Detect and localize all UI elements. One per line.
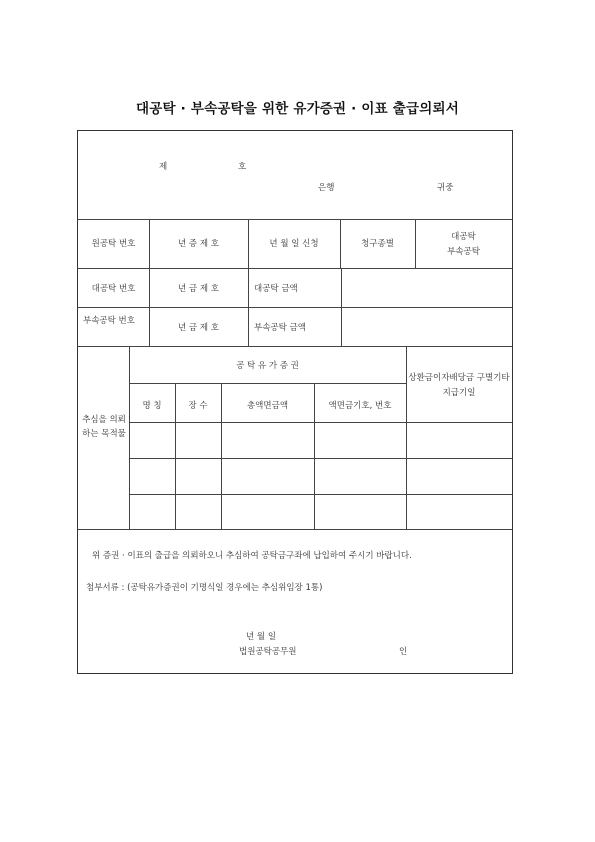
seal-mark: 인 [399, 647, 408, 657]
divider-line [129, 422, 512, 423]
bank-label: 은행 [318, 183, 335, 193]
date-line: 년 월 일 [246, 632, 277, 642]
request-form [77, 130, 513, 674]
divider-line [78, 307, 512, 308]
sub-deposit-amount-label: 부속공탁 금액 [254, 323, 306, 333]
original-year-field: 년 증 제 호 [178, 239, 219, 249]
request-statement: 위 증권 · 이표의 출급을 의뢰하오니 추심하여 공탁금구좌에 납입하여 주시기 바랍니다. [92, 551, 412, 561]
attachment-note: 첨부서류 : (공탁유가증권이 기명식일 경우에는 추심위임장 1통) [86, 583, 323, 593]
divider-line [78, 268, 512, 269]
column-name-header: 명 칭 [142, 401, 162, 411]
number-ho-label: 호 [238, 162, 247, 172]
claim-option-main: 대공탁 [451, 232, 476, 242]
divider-line [78, 219, 512, 220]
sub-deposit-no-label: 부속공탁 번호 [83, 316, 135, 326]
column-total-face-header: 총액면금액 [246, 401, 289, 411]
recipient-label: 귀중 [437, 183, 454, 193]
divider-line [129, 494, 512, 495]
divider-line [78, 346, 512, 347]
sub-deposit-year-field: 년 금 제 호 [178, 323, 219, 333]
divider-line [78, 529, 512, 530]
claim-option-sub: 부속공탁 [447, 247, 480, 257]
divider-line [129, 458, 512, 459]
application-date-field: 년 월 일 신청 [269, 239, 319, 249]
securities-group-header: 공 탁 유 가 증 권 [236, 361, 299, 371]
divider-line [129, 346, 130, 529]
main-deposit-no-label: 대공탁 번호 [91, 284, 136, 294]
original-deposit-no-label: 원공탁 번호 [91, 239, 136, 249]
divider-line [406, 346, 407, 529]
divider-line [129, 383, 406, 384]
main-deposit-amount-label: 대공탁 금액 [254, 284, 298, 294]
number-je-label: 제 [159, 162, 168, 172]
collection-target-label: 추심을 의뢰하는 목적물 [82, 415, 126, 439]
official-title: 법원공탁공무원 [239, 647, 297, 657]
claim-type-label: 청구종별 [361, 239, 394, 249]
divider-line [415, 219, 416, 268]
main-deposit-year-field: 년 금 제 호 [178, 284, 219, 294]
page-title: 대공탁 · 부속공탁을 위한 유가증권 · 이표 출급의뢰서 [135, 101, 460, 117]
column-count-header: 장 수 [188, 401, 208, 411]
divider-line [341, 268, 342, 346]
column-face-code-header: 액면금기호, 번호 [328, 401, 392, 411]
payment-type-header: 상환금이자배당금 구별기타지급기일 [408, 373, 510, 398]
